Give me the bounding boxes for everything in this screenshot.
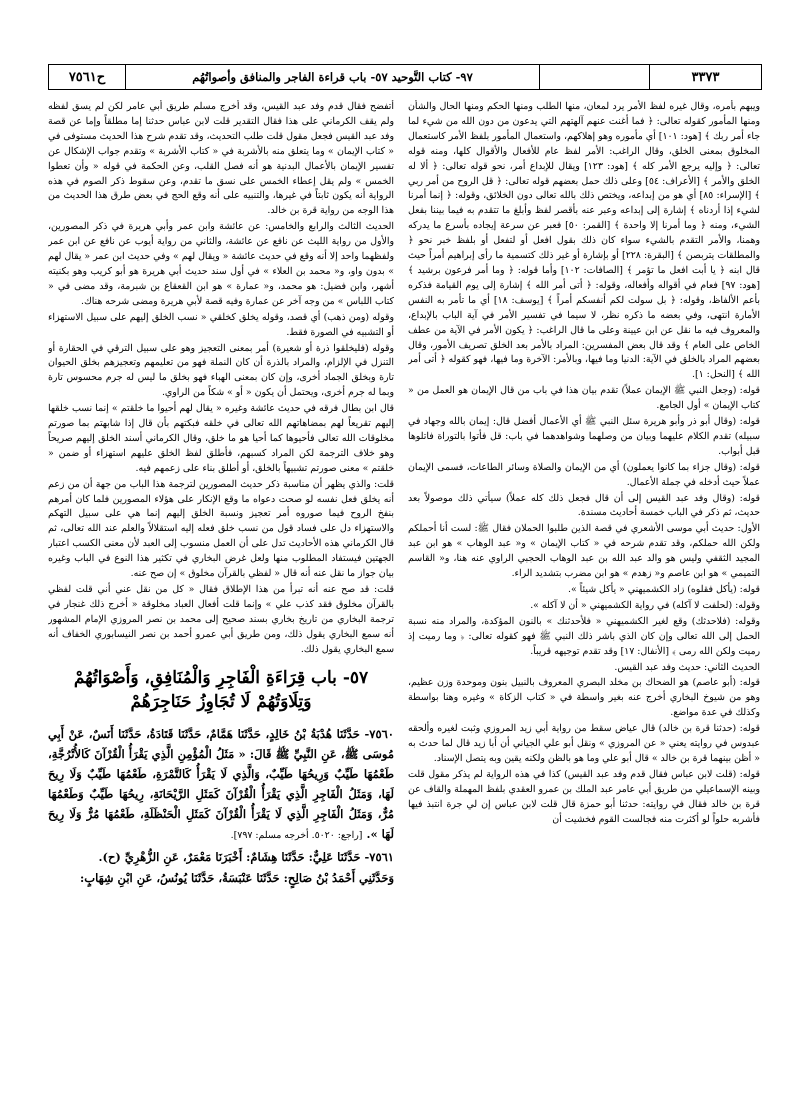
paragraph: أتفضح فقال قدم وفد عبد القيس، وقد أخرج مسلم طريق أبي عامر لكن لم يسق لفظه ولم يقف الكرماني على هذا فقال التقدير قلت لابن عباس حدثنا إما مطلقاً وإما عن قصة وفد عبد القيس فجعل مقول قلت طلب التحديث، وقد تقدم شرح هذا الحديث مستوفى في « كتاب الإيمان » وما يتعلق منه بالأشربة في « كتاب الأشربة » وتقدم جواب الإشكال عن تفسير الإيمان بالأعمال البدنية هو أنه فصل القلب، وعن الحكمة في قوله « وأن تعطوا الخمس » ولم يقل إعطاء الخمس على نسق ما تقدم، وعن سقوط ذكر الصوم في هذه الرواية أنه يكون ثابتاً في غيرها، والتنبيه على أنه وقع الحج في بعض طرق هذا الحديث من هذا الوجه من رواية قرة بن خالد. [48, 101, 394, 217]
running-header [48, 64, 762, 90]
paragraph: الحديث الثاني: حديث وفد عبد القيس. [614, 661, 760, 673]
hadith-7561: ٧٥٦١- حَدَّثَنَا عَلِيٌّ: حَدَّثَنَا هِشَامٌ: أَخْبَرَنَا مَعْمَرٌ، عَنِ الزُّهْرِيِّ (ح). [98, 849, 394, 864]
running-title: ٩٧- كتاب التَّوحيد ٥٧- باب قراءة الفاجر والمنافق وأصواتُهُم [125, 65, 539, 89]
paragraph: قلت: والذي يظهر أن مناسبة ذكر حديث المصورين لترجمة هذا الباب من جهة أن من زعم أنه يخلق فعل نفسه لو صحت دعواه ما وقع الإنكار على هؤلاء المصورين فلما كان أمرهم بنفخ الروح فيما صوروه أمر تعجيز ونسبة الخلق إليهم إنما هي على سبيل التهكم والاستهزاء دل على فساد قول من نسب خلق فعله إليه استقلالاً والعلم عند الله تعالى، ثم قال الكرماني هذه الأحاديث تدل على أن العمل منسوب إلى العبد لأن معنى الكسب اعتبار الجهتين فيستفاد المطلوب منها ولعل غرض البخاري في تكثير هذا النوع في الباب وغيره بيان جواز ما نقل عنه أنه قال « لفظي بالقرآن مخلوق » إن صح عنه. [48, 478, 394, 580]
hadith-7561-chain: وَحَدَّثَنِي أَحْمَدُ بْنُ صَالِحٍ: حَدَّثَنَا عَنْبَسَةُ، حَدَّثَنَا يُونُسُ، عَنِ ابْنِ شِهَابٍ: [80, 870, 394, 885]
paragraph: وقوله: (لحلفت لا آكله) في رواية الكشميهني « أن لا آكله ». [530, 599, 760, 611]
paragraph: قوله: (أبو عاصم) هو الضحاك بن مخلد البصري المعروف بالنبيل بنون وموحدة وزن عظيم، وهو من شيوخ البخاري أخرج عنه بغير واسطة في « كتاب الزكاة » وغيره وهنا بواسطة وكذلك في عدة مواضع. [408, 677, 760, 719]
left-column [48, 100, 394, 1110]
page-number: ٣٣٧٣ [649, 65, 761, 89]
paragraph: وقوله (ومن ذهب) أي قصد، وقوله يخلق كخلقي « نسب الخلق إليهم على سبيل الاستهزاء أو التشبيه في الصورة فقط. [48, 311, 394, 338]
hadith-reference: [راجع: ٥٠٢٠. أخرجه مسلم: ٧٩٧]. [230, 829, 363, 841]
hadith-7560 [48, 724, 394, 846]
paragraph: قلت: قد صح عنه أنه تبرأ من هذا الإطلاق فقال « كل من نقل عني أني قلت لفظي بالقرآن مخلوق فقد كذب علي » وإنما قلت أفعال العباد مخلوقة « أخرج ذلك غنجار في ترجمة البخاري من تاريخ بخاري بسند صحيح إلى محمد بن نصر المروزي الإمام المشهور أنه سمع البخاري يقول ذلك، ومن طريق أبي عمرو أحمد بن نصر النيسابوري الخفاف أنه سمع البخاري يقول ذلك. [48, 584, 394, 655]
hadith-range: ح٧٥٦١ [68, 69, 106, 85]
hadith-text: ٧٥٦٠- حَدَّثَنَا هُدْبَةُ بْنُ خَالِدٍ، حَدَّثَنَا هَمَّامٌ، حَدَّثَنَا قَتَادَةُ، حَدَّثَنَا أَنَسٌ، عَنْ أَبِي مُوسَى ﷺ، عَنِ النَّبِيِّ ﷺ قَالَ: « مَثَلُ الْمُؤْمِنِ الَّذِي يَقْرَأُ الْقُرْآنَ كَالأُتْرُجَّةِ، طَعْمُهَا طَيِّبٌ وَرِيحُهَا طَيِّبٌ، وَالَّذِي لَا يَقْرَأُ كَالتَّمْرَةِ، طَعْمُهَا طَيِّبٌ وَلَا رِيحَ لَهَا، وَمَثَلُ الْفَاجِرِ الَّذِي يَقْرَأُ الْقُرْآنَ كَمَثَلِ الرَّيْحَانَةِ، رِيحُهَا طَيِّبٌ وَطَعْمُهَا مُرٌّ، وَمَثَلُ الْفَاجِرِ الَّذِي لَا يَقْرَأُ الْقُرْآنَ كَمَثَلِ الْحَنْظَلَةِ، طَعْمُهَا مُرٌّ وَلَا رِيحَ لَهَا ». [48, 726, 394, 841]
paragraph: قال ابن بطال فرقه في حديث عائشة وغيره « يقال لهم أحيوا ما خلقتم » إنما نسب خلقها إليهم تقريعاً لهم بمضاهاتهم الله تعالى في خلقه فبكتهم بأن قال إذا شابهتم بما صورتم مخلوقات الله تعالى فأحيوها كما أحيا هو ما خلق، وقال الكرماني أسند الخلق إليهم صريحاً وهو خلاف الترجمة لكن المراد كسبهم، فأطلق لفظ الخلق عليهم استهزاء أو ضمن « خلقتم » معنى صورتم تشبيهاً بالخلق، أو أطلق بناء على زعمهم فيه. [48, 403, 394, 474]
paragraph: قوله: (قلت لابن عباس فقال قدم وفد عبد القيس) كذا في هذه الرواية لم يذكر مقول قلت وبينه الإسماعيلي من طريق أبي عامر عبد الملك بن عمرو العقدي بلفظ المهملة والقاف عن قرة بن خالد فقال في روايته: حدثنا أبو حمزة قال قلت لابن عباس إن لي جرة انتبذ فيها فأشربه حلواً لو أكثرت منه فجالست القوم فخشيت أن [408, 768, 760, 825]
paragraph: قوله: (وقال وفد عبد القيس إلى أن قال فجعل ذلك كله عملاً) سيأتي ذلك موصولاً بعد حديث، ثم ذكر في الباب خمسة أحاديث مسندة. [408, 492, 760, 519]
paragraph: قوله: (وقال جزاء بما كانوا يعملون) أي من الإيمان والصلاة وسائر الطاعات، فسمى الإيمان عملاً حيث أدخله في جملة الأعمال. [408, 461, 760, 488]
paragraph: ويبهم بأمره، وقال غيره لفظ الأمر يرد لمعان، منها الطلب ومنها الحكم ومنها الحال والشأن ومنها المأمور كقوله تعالى: ﴿ فما أغنت عنهم آلهتهم التي يدعون من دون الله من شيء لما جاء أمر ربك ﴾ [هود: ١٠١] أي مأموره وهو إهلاكهم، واستعمال المأمور بلفظ الأمر كاستعمال المخلوق بمعنى الخلق، وقال الراغب: الأمر لفظ عام للأفعال والأقوال كلها، ومنه قوله تعالى: ﴿ وإليه يرجع الأمر كله ﴾ [هود: ١٢٣] ويقال للإبداع أمر، نحو قوله تعالى: ﴿ ألا له الخلق والأمر ﴾ [الأعراف: ٥٤] وعلى ذلك حمل بعضهم قوله تعالى: ﴿ قل الروح من أمر ربي ﴾ [الإسراء: ٨٥] أي هو من إبداعه، ويختص ذلك بالله تعالى دون الخلائق، وقوله: ﴿ إنما أمرنا لشيء إذا أردناه ﴾ إشارة إلى إبداعه وعبر عنه بأقصر لفظ وأبلغ ما تتقدم به فيما بيننا بفعل الشيء، ومنه ﴿ وما أمرنا إلا واحدة ﴾ [القمر: ٥٠] فعبر عن سرعة إيجاده بأسرع ما يدركه وهمنا، والأمر التقدم بالشيء سواء كان ذلك بقول افعل أو لتفعل أو بلفظ خبر نحو ﴿ والمطلقات يتربصن ﴾ [البقرة: ٢٢٨] أو بإشارة أو غير ذلك كتسمية ما رأى إبراهيم أمراً حيث قال ابنه ﴿ يا أبت افعل ما تؤمر ﴾ [الصافات: ١٠٢] وأما قوله: ﴿ وما أمر فرعون برشيد ﴾ [هود: ٩٧] فعام في أقواله وأفعاله، وقوله: ﴿ أتى أمر الله ﴾ إشارة إلى يوم القيامة فذكره بأعم الألفاظ، وقوله: ﴿ بل سولت لكم أنفسكم أمراً ﴾ [يوسف: ١٨] أي ما تأمر به النفس الأمارة انتهى، وفي بعضه ما ذكره نظر، لا سيما في تفسير الأمر في آية الباب بالإبداع، والمعروف فيه ما نقل عن ابن عيينة وعلى ما قال الراغب: ﴿ يكون الأمر في الآية من عطف الخاص على العام ﴾ وقد قال بعض المفسرين: المراد بالأمر بعد الخلق تصريف الأمور، وقال بعضهم المراد بالخلق في الآية: الدنيا وما فيها، وبالأمر: الآخرة وما فيها، فهو كقوله ﴿ أتى أمر الله ﴾ [النحل: ١]. [408, 101, 760, 381]
paragraph: قوله: (حدثنا قرة بن خالد) قال عياض سقط من رواية أبي زيد المروزي وثبت لغيره وألحقه عبدوس في روايته يعني « عن المروزي » ونقل أبو علي الجياني أن أبا زيد قال لما حدث به « أظن بينهما قرة بن خالد » قال أبو علي وما هو بالظن ولكنه يقين وبه يتصل الإسناد. [408, 723, 760, 764]
paragraph: قوله: (وجعل النبي ﷺ الإيمان عملاً) تقدم بيان هذا في باب من قال الإيمان هو العمل من « كتاب الإيمان » أول الجامع. [408, 385, 760, 412]
paragraph: الحديث الثالث والرابع والخامس: عن عائشة وابن عمر وأبي هريرة في ذكر المصورين، والأول من رواية الليث عن نافع عن عائشة، والثاني من رواية أيوب عن نافع عن ابن عمر ولفظهما واحد إلا أنه وقع في حديث عائشة « ويقال لهم » وفي حديث ابن عمر « يقال لهم » بدون واو، و« محمد بن العلاء » في أول سند حديث أبي هريرة هو أبو كريب وهو بكنيته أشهر، وابن فضيل: هو محمد، و« عمارة » هو ابن القعقاع بن شبرمة، وقد مضى في « كتاب اللباس » من وجه آخر عن عمارة وفيه قصة لأبي هريرة ومضى شرحه هناك. [48, 221, 394, 307]
paragraph: وقوله: (فلاحدثك) وقع لغير الكشميهني « فلأحدثنك » بالنون المؤكدة، والمراد منه نسبة الحمل إلى الله تعالى وإن كان الذي باشر ذلك النبي ﷺ فهو كقوله تعالى: ﴿ وما رميت إذ رميت ولكن الله رمى ﴾ [الأنفال: ١٧] وقد تقدم توجيهه قريباً. [408, 615, 760, 657]
paragraph: قوله: (يأكل فقلوه) زاد الكشميهني « يأكل شيئاً ». [567, 584, 760, 595]
paragraph: الأول: حديث أبي موسى الأشعري في قصة الذين طلبوا الحملان فقال ﷺ: لست أنا أحملكم ولكن الله حملكم، وقد تقدم شرحه في « كتاب الإيمان » و« عبد الوهاب » هو ابن عبد المجيد الثقفي وليس هو والد عبد الله بن عبد الوهاب الحجبي الراوي عنه هنا، و« القاسم التميمي » هو ابن عاصم و« زهدم » هو ابن مضرب بتشديد الراء. [408, 523, 760, 580]
paragraph: قوله: (وقال أبو ذر وأبو هريرة سئل النبي ﷺ أي الأعمال أفضل قال: إيمان بالله وجهاد في سبيله) تقدم الكلام عليهما وبيان من وصلهما وشواهدهما في باب: قل فأتوا بالتوراة فاتلوها قبل أبواب. [408, 416, 760, 457]
paragraph: وقوله (فليخلقوا ذرة أو شعيرة) أمر بمعنى التعجيز وهو على سبيل الترقي في الحقارة أو التنزل في الإلزام، والمراد بالذرة أن كان النملة فهو من تعليمهم وتعجيزهم بخلق الحيوان تارة وبخلق الجماد أخرى، وإن كان بمعنى الهباء فهو بخلق ما ليس له جرم محسوس تارة وبما له جرم أخرى، ويحتمل أن يكون « أو » شكاً من الراوي. [48, 342, 394, 399]
chapter-heading: ٥٧- باب قِرَاءَةِ الْفَاجِرِ وَالْمُنَافِقِ، وَأَصْوَاتُهُمْ وَتِلَاوَتُهُمْ لَا تُجَاوِزُ حَنَاجِرَهُمْ [73, 667, 369, 712]
right-column [408, 100, 760, 1110]
header-spacer [539, 65, 649, 89]
